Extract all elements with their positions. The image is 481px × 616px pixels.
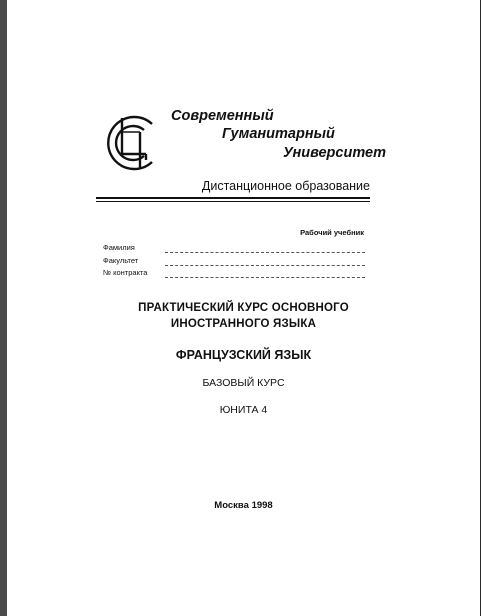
field-label-surname: Фамилия [103, 243, 135, 252]
university-name-line3: Университет [283, 145, 386, 161]
city-year: Москва 1998 [214, 500, 273, 511]
field-row-faculty [103, 256, 365, 268]
course-level: БАЗОВЫЙ КУРС [202, 377, 285, 389]
field-label-contract: № контракта [103, 268, 148, 277]
field-row-contract [103, 268, 365, 280]
distance-education-subtitle: Дистанционное образование [201, 179, 370, 193]
course-title-line1: ПРАКТИЧЕСКИЙ КУРС ОСНОВНОГО [138, 302, 349, 314]
book-type-label: Рабочий учебник [300, 228, 364, 237]
language-title: ФРАНЦУЗСКИЙ ЯЗЫК [175, 348, 312, 362]
field-row-surname [103, 243, 365, 255]
university-name-line1: Современный [171, 108, 274, 124]
unit-number: ЮНИТА 4 [219, 404, 268, 416]
header-rule-thick [96, 197, 370, 199]
field-line-surname [165, 252, 365, 253]
field-line-faculty [165, 265, 365, 266]
field-label-faculty: Факультет [103, 256, 139, 265]
field-line-contract [165, 277, 365, 278]
course-title-line2: ИНОСТРАННОГО ЯЗЫКА [170, 318, 317, 330]
sgu-logo-icon [100, 112, 160, 174]
university-name-line2: Гуманитарный [222, 126, 335, 142]
header-rule-thin [96, 201, 370, 202]
